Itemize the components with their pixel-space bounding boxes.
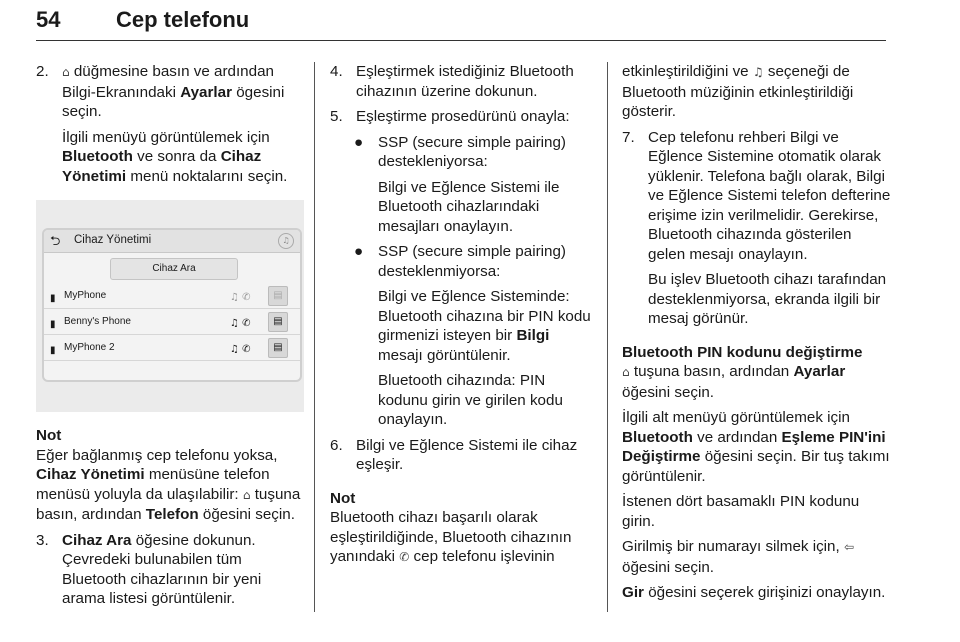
bullet-ssp-unsupported-detail-2: Bluetooth cihazında: PIN kodunu girin ve girilen kodu onaylayın. [378, 372, 563, 428]
device-name: Benny's Phone [64, 316, 131, 327]
home-icon: ⌂ [622, 365, 630, 379]
back-arrow-icon[interactable]: ⮌ [50, 234, 61, 249]
paragraph-3: İstenen dört basamaklı PIN kodunu girin. [622, 493, 860, 530]
step-6: 6. Bilgi ve Eğlence Sistemi ile cihaz eşleşir. [330, 436, 578, 473]
device-name: MyPhone 2 [64, 342, 115, 353]
device-management-screenshot [36, 200, 304, 412]
device-management-screen [42, 228, 302, 382]
paragraph-2: İlgili alt menüyü görüntülemek için Bluetooth ve ardından Eşleme PIN'ini Değiştirme öğesini seçin. Bir tuş takımı görüntülenir. [622, 409, 890, 485]
delete-icon[interactable]: ▤ [268, 286, 288, 306]
home-icon: ⌂ [242, 487, 251, 502]
bluetooth-phone-icon: ♫ ✆ [230, 292, 251, 303]
delete-icon[interactable]: ▤ [268, 312, 288, 332]
search-device-button[interactable]: Cihaz Ara [110, 258, 238, 280]
paragraph-1: ⌂ tuşuna basın, ardından Ayarlar öğesini seçin. [622, 363, 846, 401]
column-divider-1 [314, 62, 315, 612]
device-row[interactable] [44, 310, 300, 335]
home-icon: ⌂ [62, 65, 70, 79]
column-2 [330, 62, 598, 568]
phone-device-icon: ▮ [50, 319, 56, 330]
bullet-ssp-unsupported: ● SSP (secure simple pairing) desteklenmiyorsa: [354, 243, 566, 280]
bluetooth-phone-icon: ♫ ✆ [230, 318, 251, 329]
device-row[interactable] [44, 336, 300, 361]
delete-icon[interactable]: ▤ [268, 338, 288, 358]
note-title: Not [330, 489, 356, 507]
bullet-ssp-supported: ● SSP (secure simple pairing) destekleniyorsa: [354, 133, 566, 170]
step-7-detail: Bu işlev Bluetooth cihazı tarafından desteklenmiyorsa, ekranda ilgili bir mesaj görünür. [648, 271, 887, 327]
section-heading: Bluetooth PIN kodunu değiştirme [622, 343, 863, 361]
column-divider-2 [607, 62, 608, 612]
page-header [36, 4, 886, 38]
step-5: 5. Eşleştirme prosedürünü onayla: [330, 108, 570, 125]
step-7: 7. Cep telefonu rehberi Bilgi ve Eğlence Sistemine otomatik olarak yüklenir. Telefona bağlı olarak, Bilgi ve Eğlence Sistemi telefon defterine erişime izin verilmelidir. Gerekirse, Bluetooth cihazında gösterilen gelen mesajı onaylayın. [622, 128, 891, 263]
header-rule [36, 40, 886, 41]
backspace-icon: ⇦ [843, 540, 855, 554]
bullet-ssp-supported-detail: Bilgi ve Eğlence Sistemi ile Bluetooth cihazlarındaki mesajları onaylayın. [378, 178, 560, 235]
step-2: 2. ⌂ düğmesine basın ve ardından Bilgi-Ekranındaki Ayarlar ögesini seçin. [36, 63, 285, 120]
step-3: 3. Cihaz Ara öğesine dokunun. [36, 531, 256, 549]
phone-device-icon: ▮ [50, 293, 56, 304]
step-3-detail: Çevredeki bulunabilen tüm Bluetooth cihazlarının bir yeni arama listesi görüntülenir. [62, 551, 262, 607]
screen-title: Cihaz Yönetimi [74, 234, 152, 246]
music-note-icon[interactable]: ♫ [278, 233, 294, 249]
page-number: 54 [36, 7, 61, 32]
column-1 [36, 62, 304, 609]
note-continuation: etkinleştirildiğini ve ♫ seçeneği de Bluetooth müziğinin etkinleştirildiği gösterir. [622, 63, 854, 120]
step-2-detail: İlgili menüyü görüntülemek için Bluetooth ve sonra da Cihaz Yönetimi menü noktalarını seçin. [62, 128, 288, 185]
bluetooth-phone-icon: ♫ ✆ [230, 344, 251, 355]
paragraph-4: Girilmiş bir numarayı silmek için, ⇦ öğesini seçin. [622, 538, 855, 576]
page-title: Cep telefonu [116, 7, 250, 32]
note-title: Not [36, 427, 62, 444]
bullet-ssp-unsupported-detail: Bilgi ve Eğlence Sisteminde: Bluetooth cihazına bir PIN kodu girmenizi isteyen bir Bilgi mesajı görüntülenir. [378, 288, 591, 364]
device-name: MyPhone [64, 290, 107, 301]
music-note-icon: ♫ [752, 65, 764, 79]
phone-icon: ✆ [399, 550, 410, 564]
note-body: Eğer bağlanmış cep telefonu yoksa, Cihaz Yönetimi menüsüne telefon menüsü yoluyla da ulaşılabilir: ⌂ tuşuna basın, ardından Telefon öğesini seçin. [36, 446, 301, 523]
phone-device-icon: ▮ [50, 345, 56, 356]
step-4: 4. Eşleştirmek istediğiniz Bluetooth cihazının üzerine dokunun. [330, 63, 574, 100]
note-body: Bluetooth cihazı başarılı olarak eşleştirildiğinde, Bluetooth cihazının yanındaki ✆ cep telefonu işlevinin [330, 509, 572, 565]
column-3 [622, 62, 892, 603]
screen-titlebar [44, 230, 300, 253]
paragraph-5: Gir öğesini seçerek girişinizi onaylayın. [622, 584, 886, 601]
device-row[interactable] [44, 284, 300, 309]
